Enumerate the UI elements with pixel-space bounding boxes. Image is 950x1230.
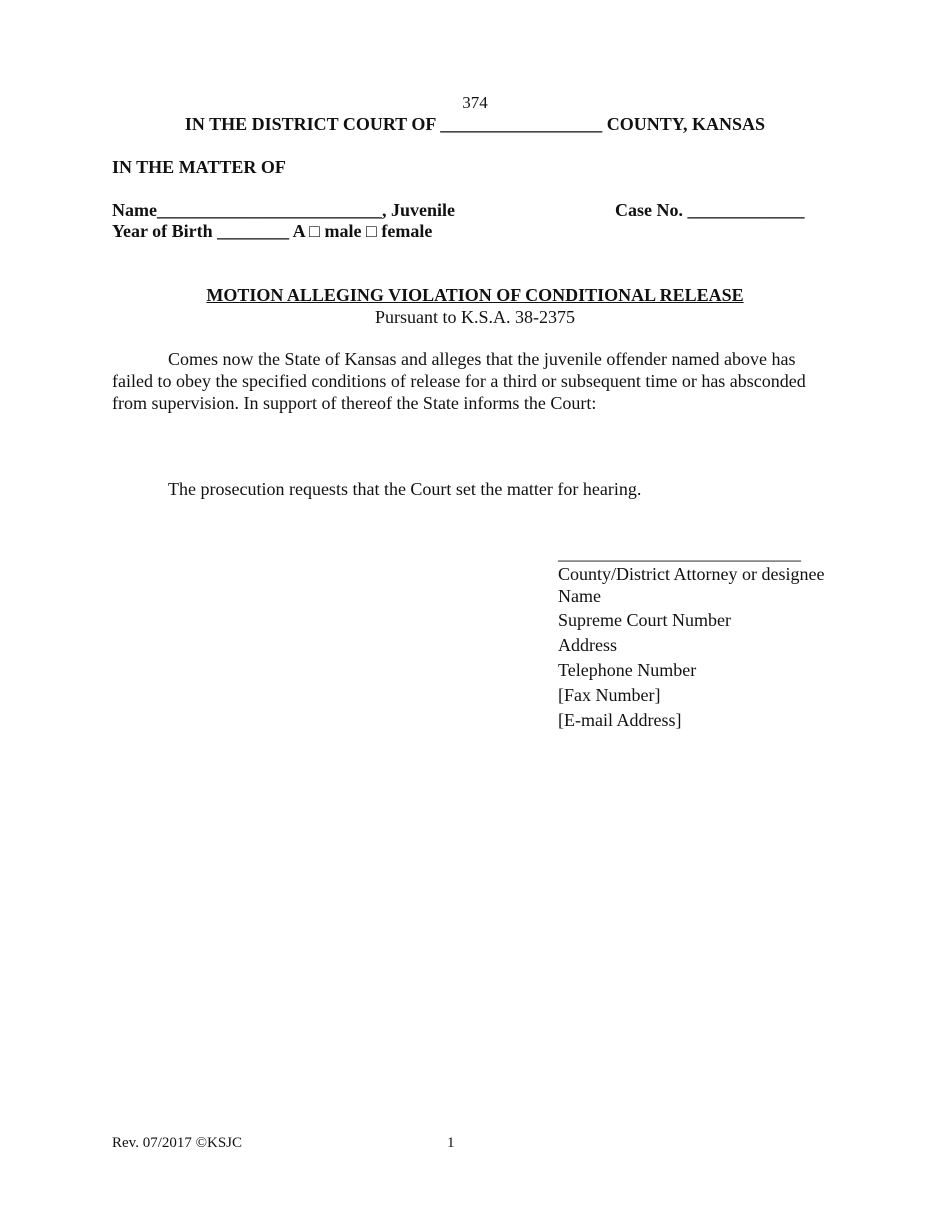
signature-supreme-court-number: Supreme Court Number <box>558 610 731 630</box>
hearing-request: The prosecution requests that the Court set the matter for hearing. <box>168 479 642 499</box>
signature-name: Name <box>558 586 601 606</box>
signature-line: ___________________________ <box>558 543 801 563</box>
juvenile-name-line: Name_________________________, Juvenile <box>112 200 455 220</box>
footer-page-number: 1 <box>447 1135 455 1151</box>
signature-title: County/District Attorney or designee <box>558 564 825 584</box>
paragraph-line: failed to obey the specified conditions of release for a third or subsequent time or has absconded <box>112 371 806 391</box>
motion-title: MOTION ALLEGING VIOLATION OF CONDITIONAL RELEASE <box>206 285 744 305</box>
paragraph-line: Comes now the State of Kansas and alleges that the juvenile offender named above has <box>168 349 796 369</box>
signature-email: [E-mail Address] <box>558 710 682 730</box>
signature-address: Address <box>558 635 617 655</box>
year-of-birth-line: Year of Birth ________ A □ male □ female <box>112 221 433 241</box>
statute-reference: Pursuant to K.S.A. 38-2375 <box>374 307 575 327</box>
signature-telephone: Telephone Number <box>558 660 697 680</box>
paragraph-line: from supervision. In support of thereof the State informs the Court: <box>112 393 597 413</box>
matter-heading: IN THE MATTER OF <box>112 157 286 177</box>
allegation-paragraph <box>112 348 842 414</box>
form-number: 374 <box>462 93 488 112</box>
footer-revision: Rev. 07/2017 ©KSJC <box>112 1135 243 1151</box>
case-number-line: Case No. _____________ <box>615 200 805 220</box>
signature-fax: [Fax Number] <box>558 685 661 705</box>
court-heading: IN THE DISTRICT COURT OF __________________ COUNTY, KANSAS <box>184 114 766 134</box>
